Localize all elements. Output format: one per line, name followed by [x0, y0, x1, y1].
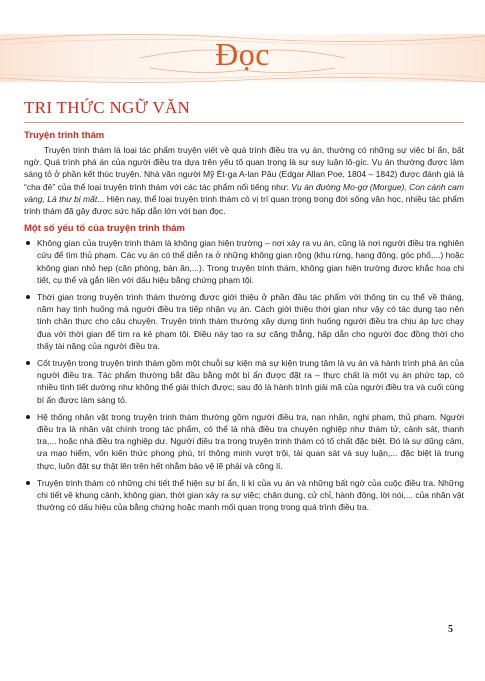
bullet-icon [26, 361, 30, 365]
subsection-heading-elements: Một số yếu tố của truyện trinh thám [24, 223, 185, 235]
page-title: Đọc [215, 36, 270, 72]
list-item-text: Hệ thống nhân vật trong truyện trinh thám thường gồm người điều tra, nạn nhân, nghi phạm, thủ phạm. Người điều tra là nhân vật chính trong tác phẩm, có thể là nhà điều tra chuyên nghiệp như thám tử, cảnh sát, thanh tra,... hoặc nhà điều tra nghiệp dư. Người điều tra trong truyện trinh thám có tố chất đặc biệt. Đó là sự dũng cảm, ưa mạo hiểm, vốn kiến thức phong phú, trí thông minh vượt trội, tài quan sát và suy luận,... đặc biệt là trung thực, luôn đặt sự thật lên trên hết nhằm bảo vệ lẽ phải và công lí. [37, 411, 464, 471]
elements-list [24, 237, 464, 513]
intro-text-works: Vụ án đường Mo-gơ (Morgue), Con cánh cam vàng, Lá thư bị mất [24, 181, 464, 204]
bullet-icon [26, 241, 30, 245]
list-item [24, 357, 464, 406]
subsection-heading-detective-story: Truyện trinh thám [24, 130, 105, 141]
intro-text-part-1: Truyện trinh thám là loại tác phẩm truyện viết về quá trình điều tra vụ án, thường có những sự việc bí ẩn, bất ngờ. Quá trình phá án của người điều tra dựa trên yếu tố quan trọng là sự suy luận lô-gíc. Vụ án thường được làm sáng tỏ ở phần kết thúc truyện. Nhà văn người Mỹ Ét-ga A-lan Pâu (Edgar Allan Poe, 1804 – 1842) được đánh giá là “cha đẻ” của thể loại truyện trinh thám với các tác phẩm nổi tiếng như: [24, 145, 464, 192]
list-item-text: Cốt truyện trong truyện trinh thám gồm một chuỗi sự kiện mà sự kiện trung tâm là vụ án và hành trình phá án của người điều tra. Tác phẩm thường bắt đầu bằng một bí ẩn được đặt ra – thực chất là một vụ án phức tạp, có nhiều tình tiết dường như không thể giải thích được; sau đó là hành trình giải mã của người điều tra và cuối cùng bí ẩn được làm sáng tỏ. [37, 358, 464, 405]
bullet-icon [26, 415, 30, 419]
section-heading: TRI THỨC NGỮ VĂN [24, 98, 191, 117]
list-item [24, 237, 464, 286]
list-item-text: Thời gian trong truyện trinh thám thường được giới thiệu ở phần đầu tác phẩm với thông tin cụ thể về tháng, năm hay tình huống mà người điều tra tiếp nhận vụ án. Cách giới thiệu thời gian như vậy có tác dụng tạo nên tính chân thực cho câu chuyện. Truyện trinh thám thường xây dựng tình huống người điều tra chịu áp lực chạy đua với thời gian để tìm ra kẻ phạm tội. Điều này tạo ra sự căng thẳng, hấp dẫn cho người đọc đồng thời cho thấy tài năng của người điều tra. [37, 292, 464, 351]
intro-paragraph [24, 144, 464, 217]
bullet-icon [26, 295, 30, 299]
bullet-icon [26, 481, 30, 485]
list-item-text: Không gian của truyện trinh thám là không gian hiện trường – nơi xảy ra vụ án, cũng là nơi người điều tra nghiên cứu để tìm thủ phạm. Các vụ án có thể diễn ra ở những không gian rộng (khu rừng, hang động, góc phố,...) hoặc không gian nhỏ hẹp (căn phòng, bàn ăn,...). Trong truyện trinh thám, không gian hiện trường được khắc hoạ chi tiết, cụ thể và gắn liền với dấu hiệu bằng chứng phạm tội. [37, 238, 464, 285]
list-item [24, 477, 464, 514]
list-item [24, 291, 464, 352]
list-item-text: Truyện trinh thám có những chi tiết thể hiện sự bí ẩn, li kì của vụ án và những bất ngờ của cuộc điều tra. Những chi tiết về khung cảnh, không gian, thời gian xảy ra sự việc; chân dung, cử chỉ, hành động, lời nói,... của nhân vật thường có dấu hiệu của bằng chứng hoặc manh mối quan trọng trong quá trình điều tra. [37, 477, 465, 513]
page-number: 5 [448, 624, 453, 635]
section-divider [24, 122, 464, 123]
list-item [24, 411, 464, 472]
main-content [24, 98, 464, 518]
intro-text-part-3: ... Hiện nay, thể loại truyện trinh thám có vị trí quan trọng trong đời sống văn học, nhiều tác phẩm trinh thám đã gây được sức hấp dẫn lớn với bạn đọc. [24, 193, 464, 217]
